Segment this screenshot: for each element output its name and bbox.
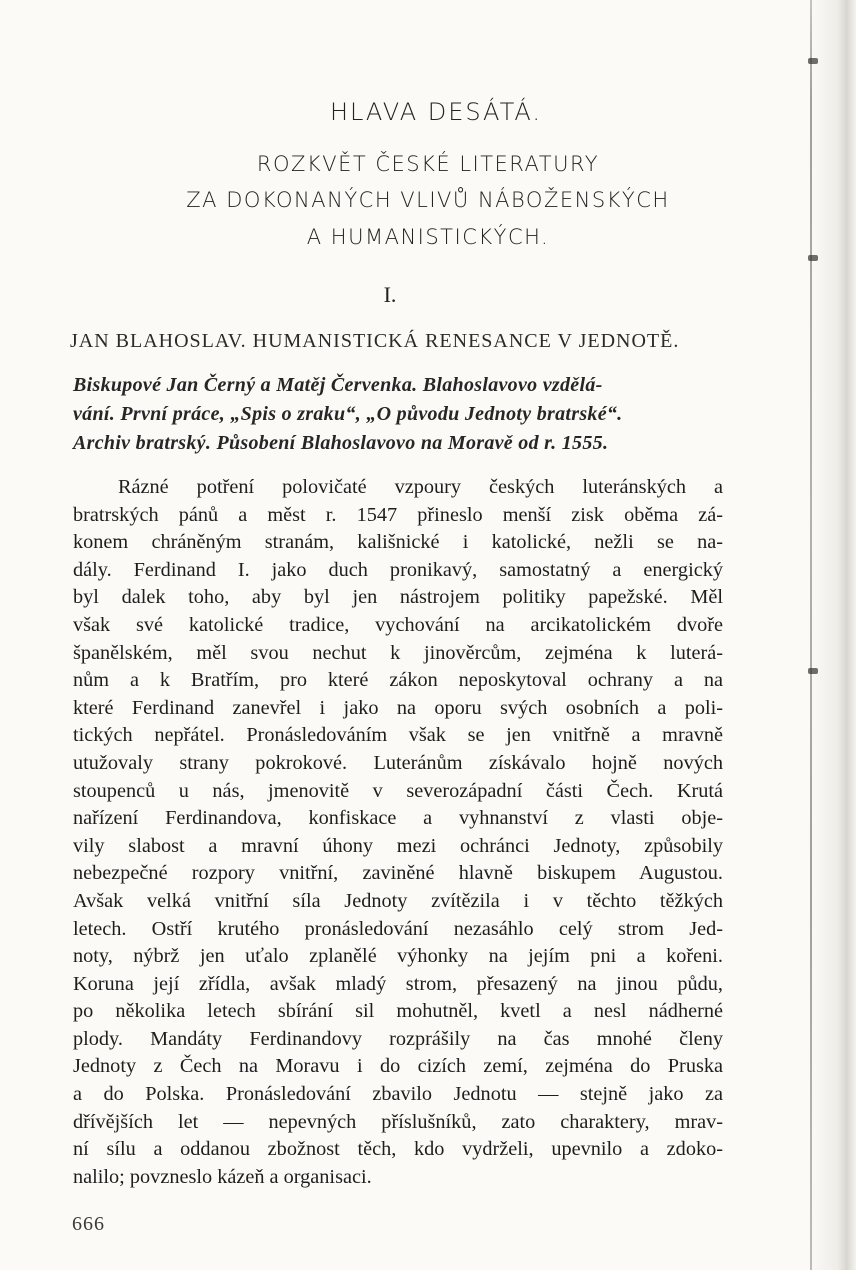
chapter-title: HLAVA DESÁTÁ. bbox=[329, 98, 543, 126]
body-paragraph bbox=[73, 474, 723, 1191]
synopsis-line: Biskupové Jan Černý a Matěj Červenka. Blahoslavovo vzdělá- bbox=[73, 374, 603, 396]
body-line: dály. Ferdinand I. jako duch pronikavý, samostatný a energický bbox=[73, 558, 723, 581]
body-line: nalilo; povzneslo kázeň a organisaci. bbox=[73, 1165, 372, 1188]
body-line: byl dalek toho, aby byl jen nástrojem politiky papežské. Měl bbox=[73, 586, 723, 609]
body-line: noty, nýbrž jen uťalo zplanělé výhonky na jejím pni a kořeni. bbox=[73, 945, 723, 968]
body-line: Koruna její zřídla, avšak mladý strom, přesazený na jinou půdu, bbox=[73, 972, 723, 995]
chapter-subtitle-line: ROZKVĚT ČESKÉ LITERATURY bbox=[256, 152, 600, 176]
synopsis-line: vání. První práce, „Spis o zraku“, „O původu Jednoty bratrské“. bbox=[73, 403, 623, 425]
body-line: utužovaly strany pokrokové. Luteránům získávalo hojně nových bbox=[73, 751, 723, 774]
body-line: Rázné potření polovičaté vzpoury českých luteránských a bbox=[118, 476, 723, 498]
body-line: a do Polska. Pronásledování zbavilo Jednotu — stejně jako za bbox=[73, 1083, 723, 1106]
body-line: Avšak velká vnitřní síla Jednoty zvítězila i v těchto těžkých bbox=[73, 889, 723, 912]
body-line: letech. Ostří krutého pronásledování nezasáhlo celý strom Jed- bbox=[73, 917, 723, 940]
section-number: I. bbox=[383, 282, 397, 307]
body-line: bratrských pánů a měst r. 1547 přineslo menší zisk oběma zá- bbox=[73, 503, 723, 526]
chapter-subtitle-line: ZA DOKONANÝCH VLIVŮ NÁBOŽENSKÝCH bbox=[186, 188, 670, 212]
section-synopsis bbox=[73, 371, 723, 458]
body-line: ní sílu a oddanou zbožnost těch, kdo vydrželi, upevnilo a zdoko- bbox=[73, 1138, 723, 1161]
body-line: plody. Mandáty Ferdinandovy rozprášily na čas mnohé členy bbox=[73, 1027, 723, 1050]
body-line: nebezpečné rozpory vnitřní, zaviněné hlavně biskupem Augustou. bbox=[73, 862, 723, 885]
body-line: nařízení Ferdinandova, konfiskace a vyhnanství z vlasti obje- bbox=[73, 807, 723, 830]
page-number: 666 bbox=[72, 1213, 105, 1235]
body-line: dřívějších let — nepevných příslušníků, zato charaktery, mrav- bbox=[73, 1110, 723, 1133]
body-line: které Ferdinand zanevřel i jako na oporu svých osobních a poli- bbox=[73, 696, 723, 719]
section-heading: JAN BLAHOSLAV. HUMANISTICKÁ RENESANCE V JEDNOTĚ. bbox=[70, 330, 680, 352]
body-line: vily slabost a mravní úhony mezi ochránci Jednoty, způsobily bbox=[73, 834, 723, 857]
body-line: španělském, měl svou nechut k jinověrcům, zejména k luterá- bbox=[73, 641, 723, 664]
body-line: Jednoty z Čech na Moravu i do cizích zemí, zejména do Pruska bbox=[73, 1055, 723, 1078]
edge-mark bbox=[808, 255, 818, 261]
edge-mark bbox=[808, 668, 818, 674]
body-line: stoupenců u nás, jmenovitě v severozápadní části Čech. Krutá bbox=[73, 779, 723, 802]
chapter-subtitle-line: A HUMANISTICKÝCH. bbox=[306, 225, 550, 249]
synopsis-line: Archiv bratrský. Působení Blahoslavovo na Moravě od r. 1555. bbox=[73, 432, 609, 454]
body-line: nům a k Bratřím, pro které zákon neposkytoval ochrany a na bbox=[73, 669, 723, 692]
body-line: však své katolické tradice, vychování na arcikatolickém dvoře bbox=[73, 613, 723, 636]
edge-mark bbox=[808, 58, 818, 64]
body-line: po několika letech sbírání sil mohutněl, kvetl a nesl nádherné bbox=[73, 1000, 723, 1023]
body-line: konem chráněným stranám, kališnické i katolické, nežli se na- bbox=[73, 531, 723, 554]
body-line: tických nepřátel. Pronásledováním však se jen vnitřně a mravně bbox=[73, 724, 723, 747]
